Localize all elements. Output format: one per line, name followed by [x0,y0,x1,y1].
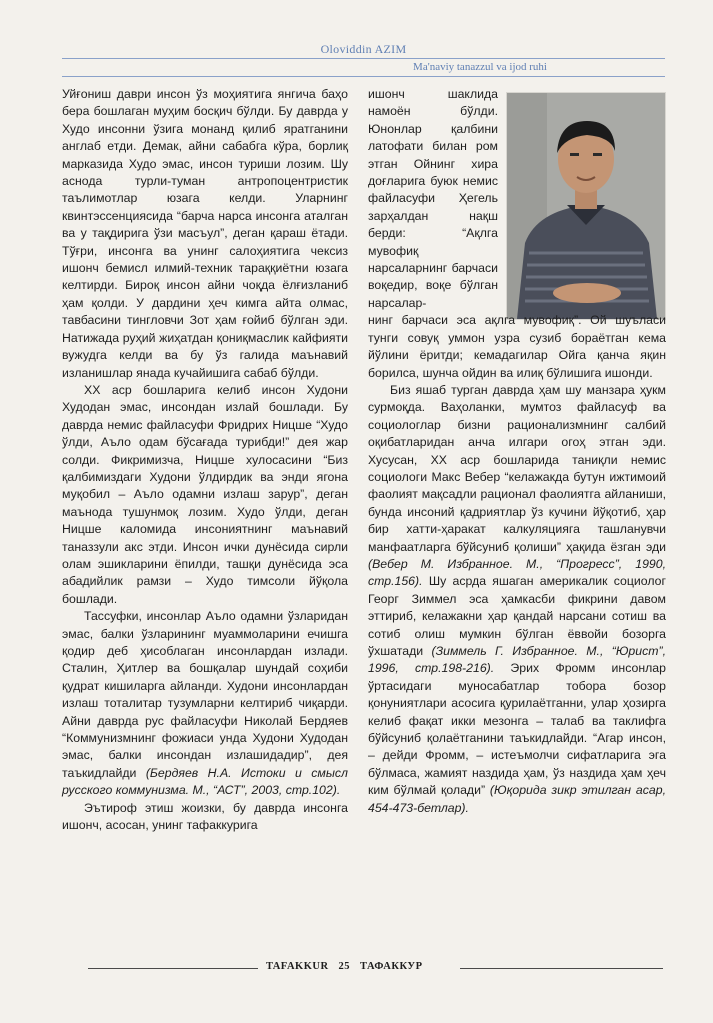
left-paragraph-4: Эътироф этиш жоизки, бу даврда инсонга ишонч, асосан, унинг тафаккурига [62,800,348,833]
right-paragraph-1-wide: нинг барчаси эса ақлга мувофиқ”. Ой шуъласи тунги совуқ уммон узра сузиб бораётган кема йўлини ёритди; кемадагилар Ойга қанча яқин борилса, шунча ойдин ва илиқ бўлишига ишонди. [368,313,666,380]
left-paragraph-2: XX аср бошларига келиб инсон Худони Худодан эмас, инсондан излай бошлади. Бу даврда немис файласуфи Фридрих Ницше “Худо ўлди, Аъло одам бўсағада турибди!” дея жар солди. Фикримизча, Ницше хулосасини “Биз қалбимиздаги Худони ўлдирдик ва энди ягона муқобил – Аъло одамни излаш зарур”, деган маънода тушунмоқ лозим. Худо ўлди, деган Ницше каломида инсониятнинг маънавий таназзули акс этди. Инсон ички дунёсида сирли олам эшикларини ёпилди, ташқи дунёсида эса абадийлик рамзи – Худо тимсоли йўқола бошлади. [62,382,348,606]
citation-above: (Юқорида зикр этилган асар, 454-473-бетлар). [368,783,666,815]
citation-simmel: (Зиммель Г. Избранное. М., “Юрист”, 1996, стр.198-216). [368,644,666,676]
header-author: Oloviddin AZIM [320,42,407,56]
left-paragraph-3: Тассуфки, инсонлар Аъло одамни ўзларидан эмас, балки ўзларининг муаммоларини ечишга қодир деб ҳисоблаган инсонлардан излади. Сталин, Ҳитлер ва бошқалар шундай соҳиби қудрат кишиларга айланди. Худони инсонлардан излаш тоталитар тузумларни келтириб чиқарди. Айни даврда рус файласуфи Николай Бердяев “Коммунизмнинг фожиаси унда Худони Худодан эмас, балки инсондан излашидадир”, дея таъкидлайди (Бердяев Н.А. Истоки и смысл русского коммунизма. М., “АСТ”, 2003, стр.102). [62,609,348,798]
citation-weber: (Вебер М. Избранное. М., “Прогресс”, 1990, стр.156). [368,556,666,589]
right-paragraph-1-narrow: ишонч шаклида намоён бўлди. Юнонлар қалбини латофати билан ром этган Ойнинг хира доғларига буюк немис файласуфи Ҳегель зарҳалдан нақш берди: “Ақлга мувофиқ нарсаларнинг барчаси воқедир, воқе бўлган нарсалар- [368,87,498,310]
header-subtitle: Ma'naviy tanazzul va ijod ruhi [413,61,547,73]
page-header [62,42,665,73]
footer-journal-cyrillic: ТАФАККУР [360,961,423,972]
footer-rule-left [88,968,258,969]
header-rule-bottom [62,76,665,77]
left-column [62,86,348,834]
citation-berdyaev: (Бердяев Н.А. Истоки и смысл русского коммунизма. М., “АСТ”, 2003, стр.102). [62,765,348,798]
footer-text [266,961,433,972]
right-column [368,86,666,817]
page-number: 25 [338,961,351,972]
footer-rule-right [460,968,663,969]
page-footer [88,961,663,975]
left-paragraph-1: Уйғониш даври инсон ўз моҳиятига янгича баҳо бера бошлаган муҳим босқич бўлди. Бу даврда у Худо инсонни ўзига монанд қилиб яратганини англаб етди. Демак, айни сабабга кўра, борлиқ марказида Худо эмас, инсон туриши лозим. Шу аснода турли-туман антропоцентристик таълимотлар юзага келди. Уларнинг квинтэссенциясида “барча нарса инсонга аталган ва у тақдирига ўзи масъул”, деган қараш ётади. Тўғри, инсонга ва унинг салоҳиятига чексиз ишонч бемисл илмий-техник тараққиётни юзага келтирди. Бироқ инсон айни чоқда ёлғизланиб ҳам қолди. У дардини ҳеч кимга айта олмас, тавбасини тингловчи Зот ҳам ғойиб бўлган эди. Натижада руҳий жиҳатдан қониқмаслик кайфияти вужудга келди ва бу ўз галида маънавий изланишлар янада кучайишига сабаб бўлди. [62,87,348,380]
header-rule-top [62,58,665,59]
footer-journal-latin: TAFAKKUR [266,961,329,972]
right-paragraph-2: Биз яшаб турган даврда ҳам шу манзара ҳукм сурмоқда. Ваҳоланки, мумтоз файласуф ва социологлар бизни рационализмнинг салбий оқибатларидан анча илгари огоҳ этган эди. Хусусан, XX аср бошларида таниқли немис социологи Макс Вебер “келажакда бутун ижтимоий фаолият мақсадли рационал фаолиятга айланиши, бунда инсоний қадриятлар ўз кучини йўқотиб, ҳар бир хатти-ҳаракат калкуляцияга ташланувчи манфаатларга бўйсуниб қолиши” ҳақида ёзган эди (Вебер М. Избранное. М., “Прогресс”, 1990, стр.156). Шу асрда яшаган америкалик социолог Георг Зиммел эса ҳамкасби фикрини давом эттириб, келажакни ҳар қандай нарсани сотиш ва сотиб олиш мумкин бўлган ёввойи бозорга ўхшатади (Зиммель Г. Избранное. М., “Юрист”, 1996, стр.198-216). Эрих Фромм инсонлар ўртасидаги муносабатлар тобора бозор қонуниятлари асосига қурилаётганни, улар ҳозирга келиб фақат икки мезонга – талаб ва таклифга бўйсуниб қолаётганини таъкидлайди. “Агар инсон, – дейди Фромм, – истеъмолчи сифатларига эга бўлмаса, жамият наздида ҳам, ўз наздида ҳам ҳеч ким бўлмай қолади” (Юқорида зикр этилган асар, 454-473-бетлар). [368,382,666,815]
